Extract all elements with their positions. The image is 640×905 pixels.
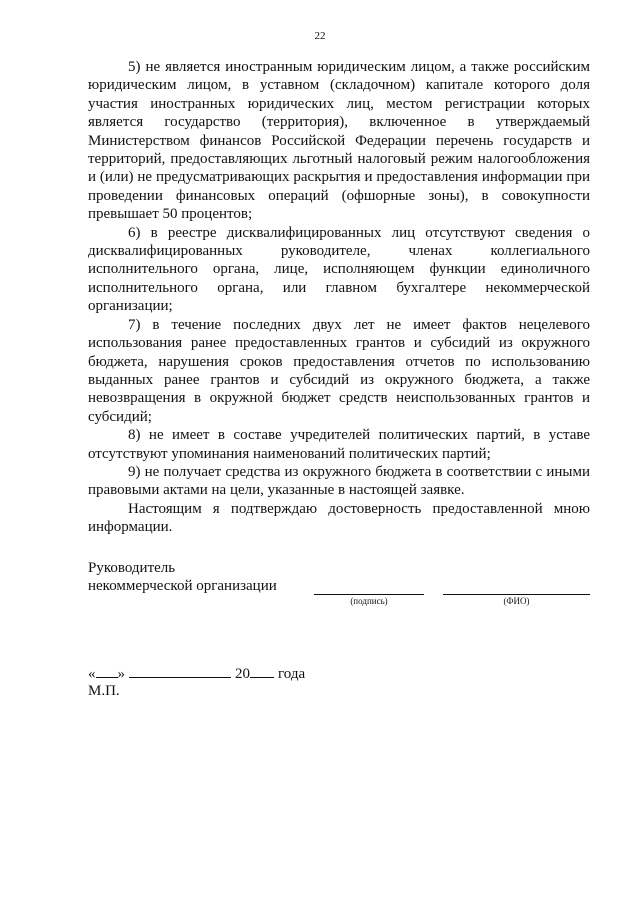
signature-blank-line — [314, 594, 424, 595]
stamp-placeholder: М.П. — [88, 683, 120, 699]
name-blank-line — [443, 594, 590, 595]
day-blank — [96, 664, 118, 678]
confirmation-paragraph: Настоящим я подтверждаю достоверность предоставленной мною информации. — [88, 500, 590, 536]
paragraph-item-5: 5) не является иностранным юридическим лицом, а также российским юридическим лицом, в уставном (складочном) капитале которого доля участия иностранных юридических лиц, местом регистрации которых является государство (территория), включенное в утверждаемый Министерством финансов Российской Федерации перечень государств и территорий, предоставляющих льготный налоговый режим налогообложения и (или) не предусматривающих раскрытия и предоставления информации при проведении финансовых операций (офшорные зоны), в совокупности превышает 50 процентов; — [88, 59, 590, 223]
signatory-organization: некоммерческой организации — [88, 578, 277, 594]
year-blank — [250, 664, 274, 678]
paragraph-item-7: 7) в течение последних двух лет не имеет фактов нецелевого использования ранее предоставленных грантов и субсидий из окружного бюджета, нарушения сроков предоставления отчетов по использованию выданных ранее грантов и субсидий из окружного бюджета, а также невозвращения в окружной бюджет средств неиспользованных грантов и субсидий; — [88, 316, 590, 425]
month-blank — [129, 664, 231, 678]
date-block — [88, 664, 348, 704]
document-body — [88, 58, 590, 537]
paragraph-item-6: 6) в реестре дисквалифицированных лиц отсутствуют сведения о дисквалифицированных руководителе, членах коллегиального исполнительного органа, лице, исполняющем функции единоличного исполнительного органа, или главном бухгалтере некоммерческой организации; — [88, 224, 590, 315]
signature-block — [88, 559, 598, 609]
date-line — [88, 664, 305, 683]
signatory-role: Руководитель — [88, 560, 176, 576]
date-open-quote: « — [88, 666, 96, 682]
year-prefix: 20 — [235, 666, 250, 682]
year-suffix: года — [278, 666, 306, 682]
page-number: 22 — [314, 30, 326, 42]
paragraph-item-8: 8) не имеет в составе учредителей политических партий, в уставе отсутствуют упоминания наименований политических партий; — [88, 427, 590, 462]
paragraph-item-9: 9) не получает средства из окружного бюджета в соответствии с иными правовыми актами на цели, указанные в настоящей заявке. — [88, 463, 590, 499]
date-close-quote: » — [117, 666, 125, 682]
name-caption: (ФИО) — [503, 596, 530, 606]
signature-caption: (подпись) — [350, 596, 388, 606]
